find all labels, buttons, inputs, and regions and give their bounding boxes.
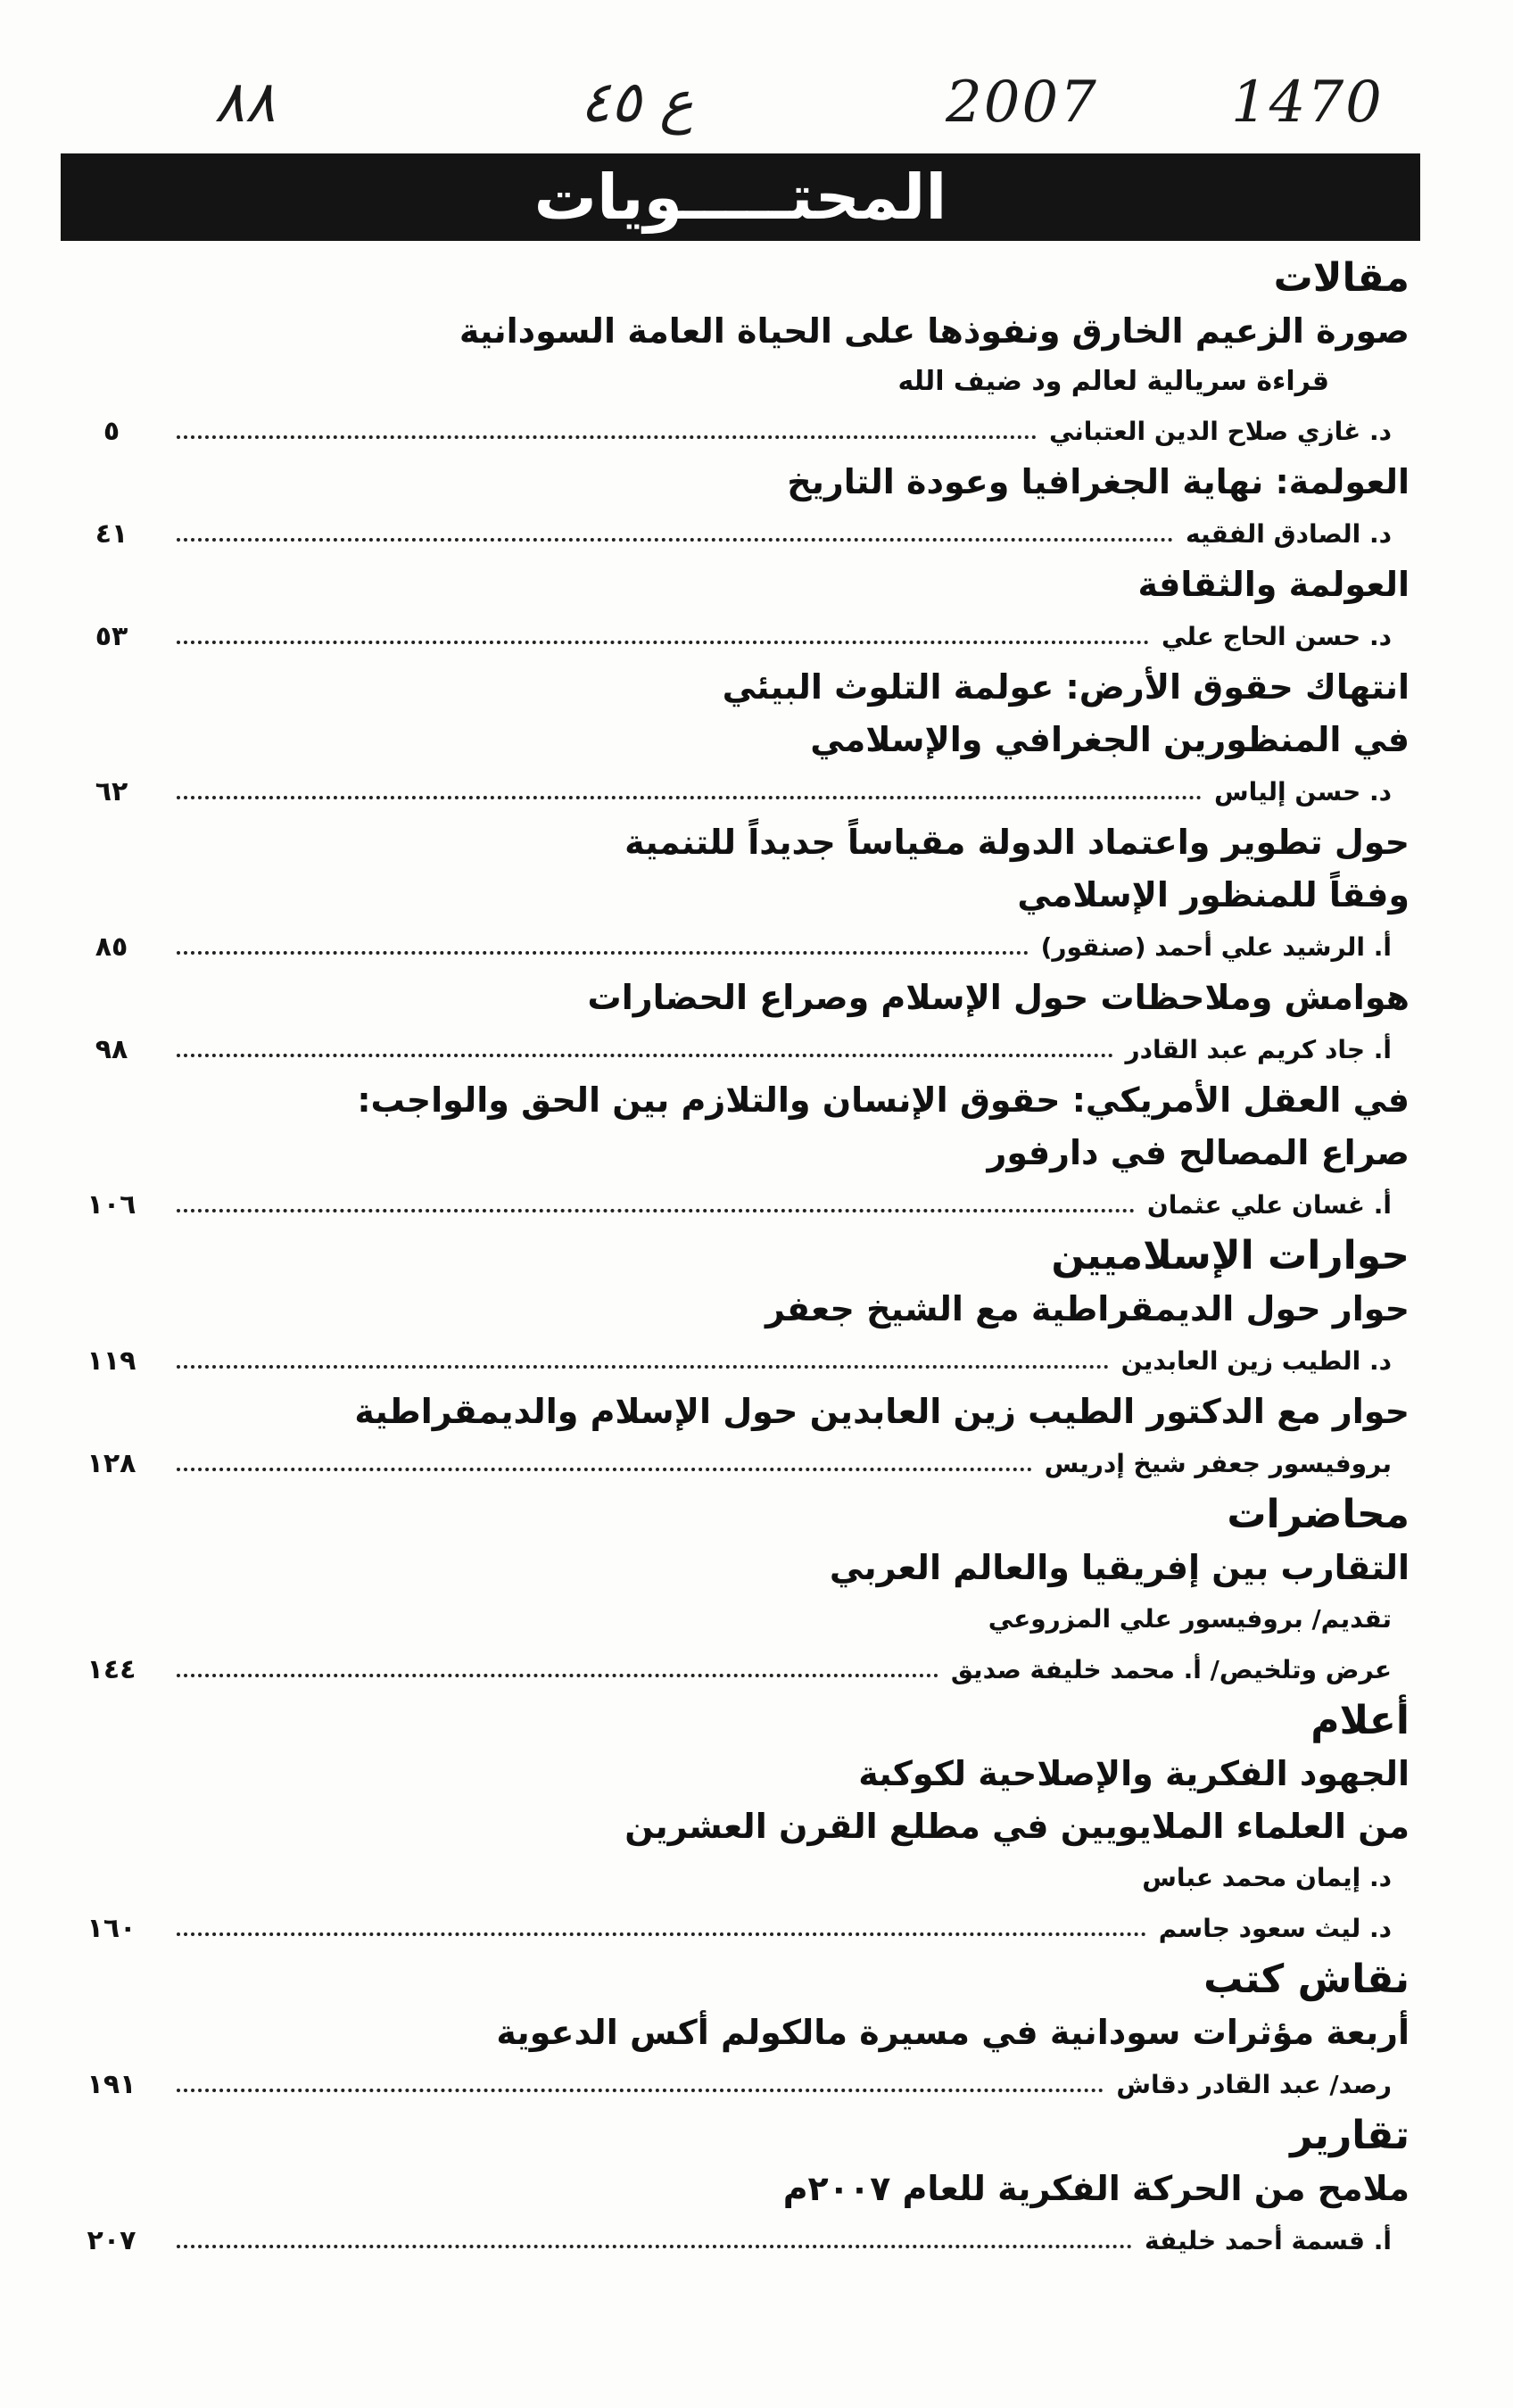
leader-dots [177, 435, 1037, 439]
entry-page-number: ٢٠٧ [87, 2224, 136, 2256]
page-title: المحتـــــويات [533, 161, 947, 234]
entry-author: بروفيسور جعفر شيخ إدريس [1044, 1448, 1392, 1478]
entry-author-row [71, 1024, 1410, 1074]
section-articles: مقالات [1273, 255, 1410, 301]
entry-author: أ. الرشيد علي أحمد (صنقور) [1040, 931, 1392, 962]
entry-title-line2[interactable]: صراع المصالح في دارفور [987, 1133, 1410, 1172]
entry-author-row [71, 2059, 1410, 2109]
entry-page-number: ١٩١ [87, 2068, 136, 2100]
entry-title[interactable]: في العقل الأمريكي: حقوق الإنسان والتلازم بين الحق والواجب: [357, 1080, 1410, 1120]
entry-subtitle: قراءة سريالية لعالم ود ضيف الله [897, 366, 1329, 397]
handwritten-issue: ع ٤٥ [580, 70, 694, 136]
entry-author: د. حسن إلياس [1213, 776, 1392, 807]
entry-author: د. الصادق الفقيه [1186, 518, 1392, 549]
entry-author-row [71, 406, 1410, 456]
entry-title-line2[interactable]: من العلماء الملايويين في مطلع القرن العشرين [624, 1807, 1410, 1846]
entry-author-row [71, 1179, 1410, 1229]
entry-title[interactable]: التقارب بين إفريقيا والعالم العربي [829, 1548, 1410, 1587]
entry-author: د. ليث سعود جاسم [1158, 1913, 1392, 1943]
leader-dots [177, 1209, 1135, 1212]
entry-author-row [71, 2215, 1410, 2265]
entry-author-row [71, 922, 1410, 972]
contents-header-banner [61, 153, 1420, 241]
leader-dots [177, 1365, 1109, 1369]
entry-author-row [71, 611, 1410, 661]
entry-title[interactable]: حول تطوير واعتماد الدولة مقياساً جديداً للتنمية [624, 823, 1410, 862]
entry-title[interactable]: حوار حول الديمقراطية مع الشيخ جعفر [765, 1289, 1410, 1328]
leader-dots [177, 796, 1202, 799]
entry-page-number: ١٤٤ [87, 1653, 136, 1685]
entry-page-number: ٥٣ [95, 620, 128, 652]
entry-title[interactable]: العولمة والثقافة [1137, 565, 1410, 604]
entry-title-line2[interactable]: وفقاً للمنظور الإسلامي [1017, 875, 1410, 914]
section-figures: أعلام [1310, 1698, 1410, 1743]
section-reports: تقارير [1290, 2113, 1410, 2158]
entry-page-number: ١٢٨ [87, 1447, 136, 1479]
leader-dots [177, 951, 1029, 955]
entry-author: رصد/ عبد القادر دقاش [1116, 2069, 1392, 2099]
section-book-discussion: نقاش كتب [1203, 1957, 1410, 2002]
entry-page-number: ٤١ [95, 517, 128, 550]
leader-dots [177, 1054, 1113, 1057]
entry-title-line2[interactable]: في المنظورين الجغرافي والإسلامي [810, 720, 1410, 759]
entry-author-row [71, 1438, 1410, 1488]
entry-title[interactable]: انتهاك حقوق الأرض: عولمة التلوث البيئي [722, 667, 1410, 707]
leader-dots [177, 1468, 1032, 1471]
leader-dots [177, 1932, 1146, 1936]
entry-author: د. الطيب زين العابدين [1120, 1345, 1392, 1376]
entry-title[interactable]: أربعة مؤثرات سودانية في مسيرة مالكولم أكس الدعوية [496, 2013, 1410, 2052]
handwritten-year: 2007 [946, 70, 1098, 136]
leader-dots [177, 538, 1173, 542]
entry-page-number: ١٦٠ [87, 1912, 136, 1944]
entry-page-number: ١١٩ [87, 1345, 136, 1377]
entry-author: أ. غسان علي عثمان [1146, 1189, 1392, 1220]
entry-author: د. حسن الحاج علي [1162, 621, 1392, 651]
entry-author-first: د. إيمان محمد عباس [1142, 1863, 1392, 1892]
entry-title[interactable]: العولمة: نهاية الجغرافيا وعودة التاريخ [787, 462, 1410, 501]
entry-page-number: ٦٢ [95, 775, 128, 807]
leader-dots [177, 2089, 1104, 2092]
entry-title[interactable]: صورة الزعيم الخارق ونفوذها على الحياة العامة السودانية [459, 311, 1410, 351]
leader-dots [177, 1674, 938, 1677]
entry-presenter: تقديم/ بروفيسور علي المزروعي [988, 1604, 1392, 1634]
handwritten-number: 1470 [1231, 70, 1384, 136]
leader-dots [177, 641, 1149, 644]
entry-author: د. غازي صلاح الدين العتباني [1048, 416, 1392, 446]
handwritten-mark: ٨٨ [214, 70, 276, 136]
table-of-contents [71, 252, 1410, 2265]
entry-title[interactable]: ملامح من الحركة الفكرية للعام ٢٠٠٧م [782, 2169, 1410, 2208]
leader-dots [177, 2245, 1132, 2248]
entry-page-number: ٩٨ [95, 1033, 128, 1065]
entry-author: أ. قسمة أحمد خليفة [1145, 2225, 1392, 2255]
entry-author-row [71, 766, 1410, 816]
entry-page-number: ٥ [103, 415, 120, 447]
entry-author-row [71, 509, 1410, 559]
entry-title[interactable]: حوار مع الدكتور الطيب زين العابدين حول الإسلام والديمقراطية [354, 1392, 1410, 1431]
entry-author-row [71, 1336, 1410, 1386]
entry-title[interactable]: الجهود الفكرية والإصلاحية لكوكبة [858, 1754, 1410, 1793]
entry-title[interactable]: هوامش وملاحظات حول الإسلام وصراع الحضارات [587, 978, 1410, 1017]
section-lectures: محاضرات [1227, 1492, 1410, 1537]
entry-author-row [71, 1903, 1410, 1953]
entry-page-number: ١٠٦ [87, 1188, 136, 1221]
entry-page-number: ٨٥ [95, 931, 128, 963]
entry-author-row [71, 1644, 1410, 1694]
entry-author: أ. جاد كريم عبد القادر [1125, 1034, 1392, 1064]
entry-author: عرض وتلخيص/ أ. محمد خليفة صديق [950, 1654, 1392, 1684]
section-islamist-dialogues: حوارات الإسلاميين [1051, 1233, 1410, 1278]
